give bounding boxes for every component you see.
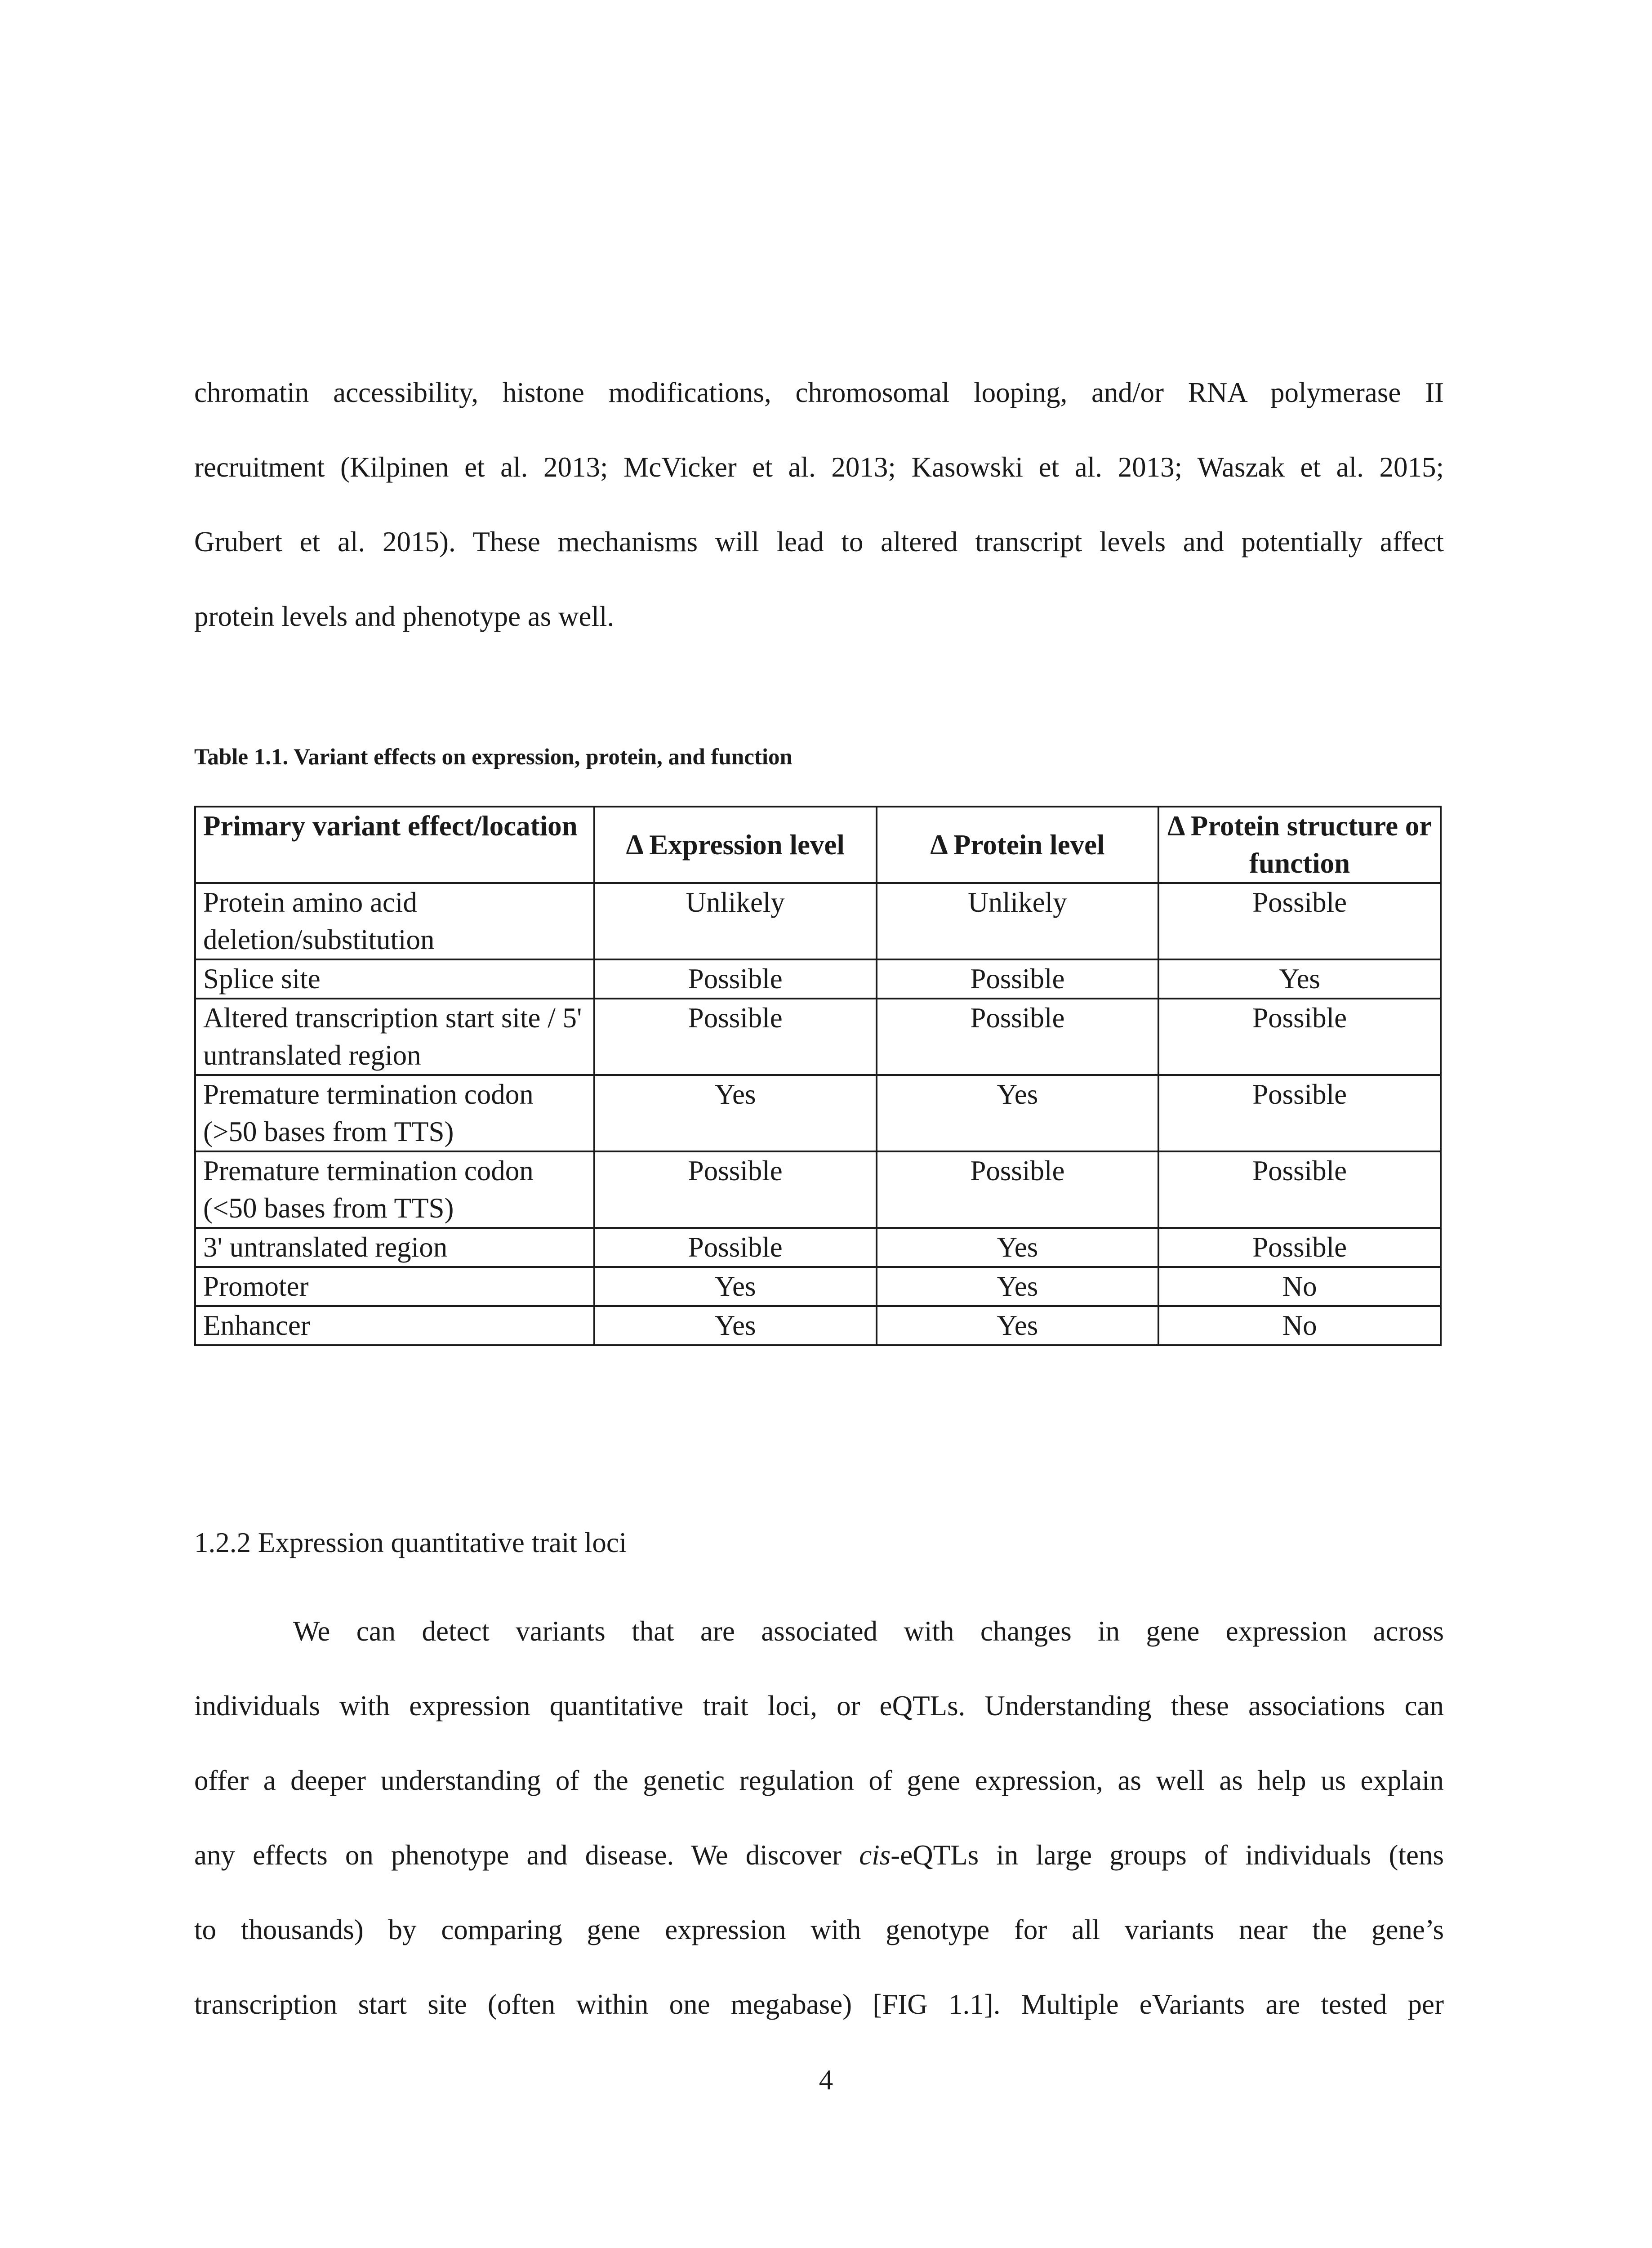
intro-line: recruitment (Kilpinen et al. 2013; McVicker et al. 2013; Kasowski et al. 2013; Waszak et al. 2015; [194,451,1444,483]
expression-cell: Yes [594,1306,877,1345]
variant-location-cell: Premature termination codon (<50 bases from TTS) [195,1151,594,1228]
expression-cell: Yes [594,1267,877,1306]
expression-cell: Possible [594,959,877,999]
protein-level-cell: Possible [877,1151,1159,1228]
column-header: Δ Protein level [877,807,1159,883]
cis-italic-text: cis [859,1839,891,1871]
variant-location-cell: 3' untranslated region [195,1228,594,1267]
table-caption: Table 1.1. Variant effects on expression, protein, and function [194,745,793,770]
protein-level-cell: Yes [877,1075,1159,1151]
intro-paragraph [194,355,1444,654]
table-row [195,883,1441,959]
protein-level-cell: Yes [877,1267,1159,1306]
table-row [195,959,1441,999]
eqtl-paragraph [194,1594,1444,2042]
protein-level-cell: Unlikely [877,883,1159,959]
intro-line: Grubert et al. 2015). These mechanisms will lead to altered transcript levels and potentially affect [194,526,1444,558]
eqtl-line [194,1818,1444,1892]
variant-location-cell: Protein amino acid deletion/substitution [195,883,594,959]
protein-function-cell: No [1158,1306,1441,1345]
table-row [195,1228,1441,1267]
protein-level-cell: Yes [877,1306,1159,1345]
variant-location-cell: Promoter [195,1267,594,1306]
intro-line: chromatin accessibility, histone modifications, chromosomal looping, and/or RNA polymerase II [194,377,1444,408]
protein-level-cell: Possible [877,959,1159,999]
expression-cell: Possible [594,1228,877,1267]
table-row [195,1267,1441,1306]
variant-location-cell: Premature termination codon (>50 bases from TTS) [195,1075,594,1151]
variant-location-cell: Splice site [195,959,594,999]
expression-cell: Possible [594,999,877,1075]
variant-location-cell: Enhancer [195,1306,594,1345]
variant-effects-table [194,806,1442,1346]
column-header: Δ Protein structure or function [1158,807,1441,883]
eqtl-line: We can detect variants that are associated with changes in gene expression across [293,1615,1444,1647]
expression-cell: Unlikely [594,883,877,959]
protein-level-cell: Possible [877,999,1159,1075]
protein-function-cell: Yes [1158,959,1441,999]
expression-cell: Yes [594,1075,877,1151]
eqtl-line: transcription start site (often within one megabase) [FIG 1.1]. Multiple eVariants are tested per [194,1989,1444,2020]
protein-function-cell: Possible [1158,883,1441,959]
eqtl-line: individuals with expression quantitative trait loci, or eQTLs. Understanding these associations can [194,1690,1444,1722]
protein-function-cell: Possible [1158,1075,1441,1151]
eqtl-line: offer a deeper understanding of the genetic regulation of gene expression, as well as help us explain [194,1765,1444,1796]
table-row [195,1075,1441,1151]
eqtl-line: to thousands) by comparing gene expression with genotype for all variants near the gene’s [194,1914,1444,1945]
protein-function-cell: Possible [1158,1228,1441,1267]
page-number: 4 [819,2064,833,2096]
eqtl-line-text: any effects on phenotype and disease. We discover [194,1839,859,1871]
table-row [195,1306,1441,1345]
protein-level-cell: Yes [877,1228,1159,1267]
table-row [195,1151,1441,1228]
protein-function-cell: Possible [1158,999,1441,1075]
protein-function-cell: No [1158,1267,1441,1306]
expression-cell: Possible [594,1151,877,1228]
table-row [195,999,1441,1075]
variant-location-cell: Altered transcription start site / 5' untranslated region [195,999,594,1075]
eqtl-line-text: -eQTLs in large groups of individuals (tens [891,1839,1444,1871]
section-heading: 1.2.2 Expression quantitative trait loci [194,1527,627,1558]
intro-line: protein levels and phenotype as well. [194,601,614,632]
protein-function-cell: Possible [1158,1151,1441,1228]
table-header-row [195,807,1441,883]
column-header: Primary variant effect/location [195,807,594,883]
column-header: Δ Expression level [594,807,877,883]
